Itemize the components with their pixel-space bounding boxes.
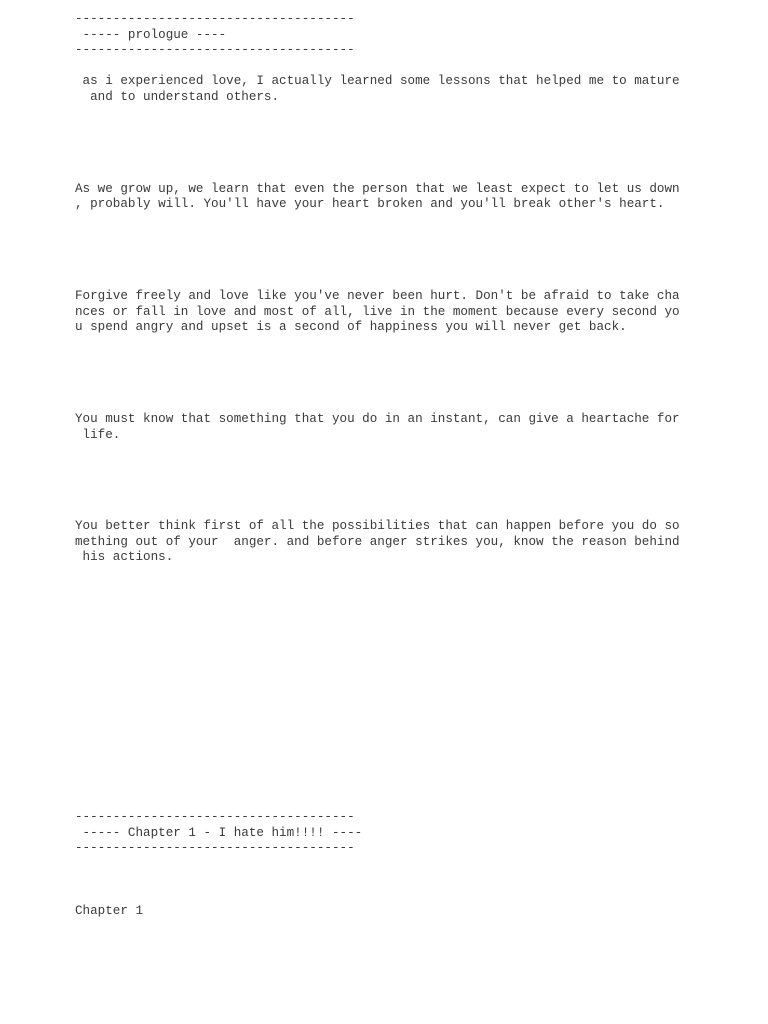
rule-line: ------------------------------------- [75, 12, 355, 26]
rule-line: ------------------------------------- [75, 841, 355, 855]
rule-line: ------------------------------------- [75, 810, 355, 824]
rule-line: ------------------------------------- [75, 43, 355, 57]
text-line: life. [75, 428, 121, 442]
text-line: mething out of your anger. and before anger strikes you, know the reason behind [75, 535, 680, 549]
chapter-label: Chapter 1 [75, 904, 144, 918]
text-line: his actions. [75, 550, 174, 564]
text-line: You better think first of all the possibilities that can happen before you do so [75, 519, 680, 533]
text-line: , probably will. You'll have your heart broken and you'll break other's heart. [75, 197, 665, 211]
text-line: You must know that something that you do in an instant, can give a heartache for [75, 412, 680, 426]
text-line: nces or fall in love and most of all, live in the moment because every second yo [75, 305, 680, 319]
text-line: and to understand others. [75, 90, 280, 104]
text-line: As we grow up, we learn that even the person that we least expect to let us down [75, 182, 680, 196]
text-line: u spend angry and upset is a second of happiness you will never get back. [75, 320, 627, 334]
prologue-title: ----- prologue ---- [75, 28, 227, 42]
text-line: as i experienced love, I actually learned some lessons that helped me to mature [75, 74, 680, 88]
chapter-title: ----- Chapter 1 - I hate him!!!! ---- [75, 826, 363, 840]
text-line: Forgive freely and love like you've never been hurt. Don't be afraid to take cha [75, 289, 680, 303]
